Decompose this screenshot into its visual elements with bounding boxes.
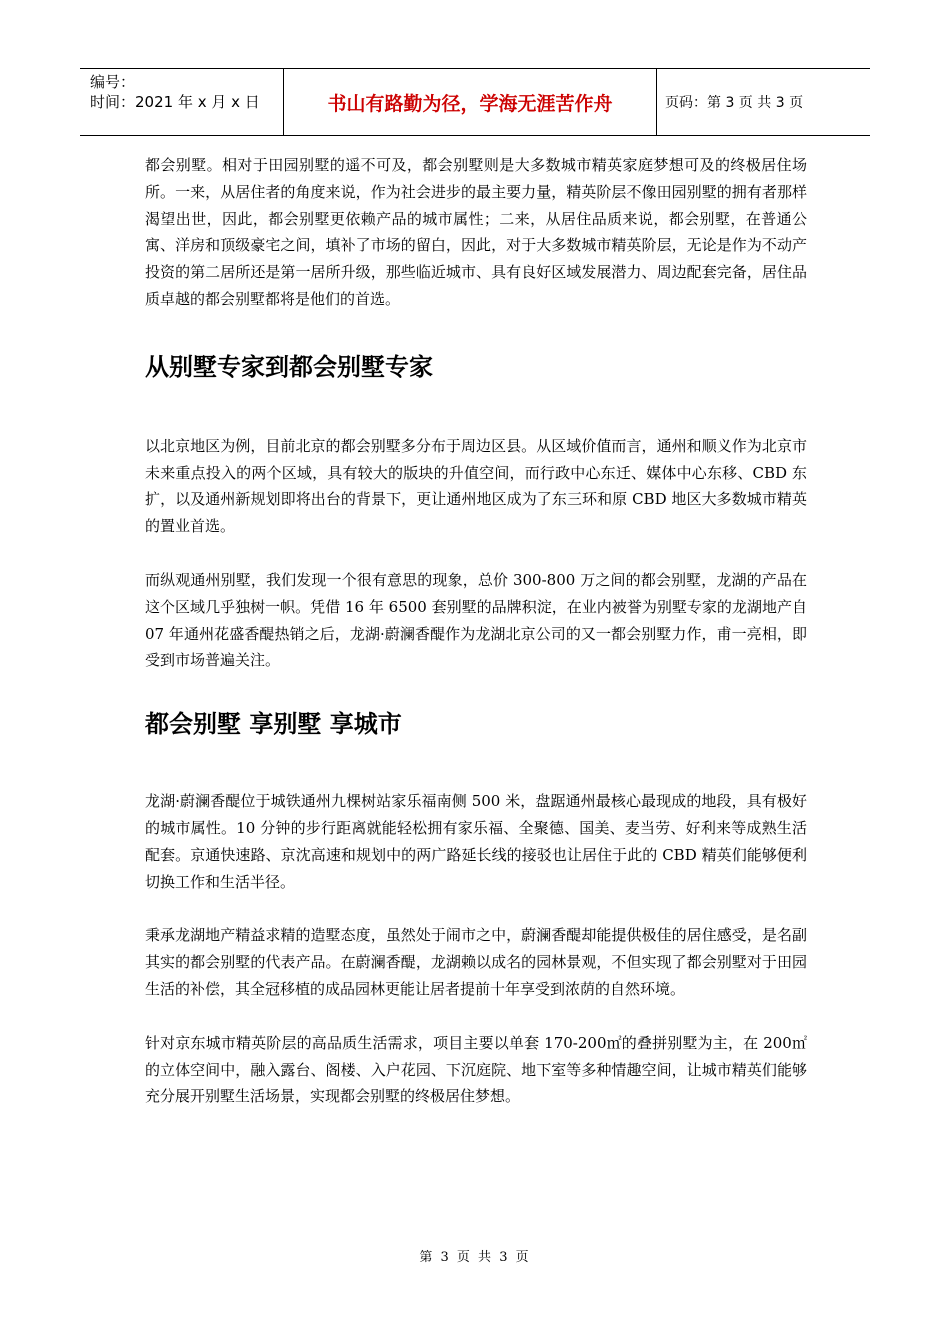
paragraph-3: 而纵观通州别墅，我们发现一个很有意思的现象，总价 300-800 万之间的都会别墅，龙湖的产品在这个区域几乎独树一帜。凭借 16 年 6500 套别墅的品牌积淀，在业内被誉为别墅专家的龙湖地产自 07 年通州花盛香醍热销之后，龙湖·蔚澜香醍作为龙湖北京公司的又一都会别墅力作，甫一亮相，即受到市场普遍关注。 xyxy=(145,570,807,670)
page-header xyxy=(80,68,870,136)
paragraph-6: 针对京东城市精英阶层的高品质生活需求，项目主要以单套 170-200㎡的叠拼别墅为主，在 200㎡的立体空间中，融入露台、阁楼、入户花园、下沉庭院、地下室等多种情趣空间，让城市精英们能够充分展开别墅生活场景，实现都会别墅的终极居住梦想。 xyxy=(145,1033,807,1106)
paragraph-2: 以北京地区为例，目前北京的都会别墅多分布于周边区县。从区域价值而言，通州和顺义作为北京市未来重点投入的两个区域，具有较大的版块的升值空间，而行政中心东迁、媒体中心东移、CBD 东扩，以及通州新规划即将出台的背景下，更让通州地区成为了东三环和原 CBD 地区大多数城市精英的置业首选。 xyxy=(145,436,807,536)
paragraph-5: 秉承龙湖地产精益求精的造墅态度，虽然处于闹市之中，蔚澜香醍却能提供极佳的居住感受，是名副其实的都会别墅的代表产品。在蔚澜香醍，龙湖赖以成名的园林景观，不但实现了都会别墅对于田园生活的补偿，其全冠移植的成品园林更能让居者提前十年享受到浓荫的自然环境。 xyxy=(145,926,807,998)
header-motto: 书山有路勤为径，学海无涯苦作舟 xyxy=(284,69,657,135)
section-heading-2: 都会别墅 享别墅 享城市 xyxy=(145,710,402,739)
header-page-number: 页码：第 3 页 共 3 页 xyxy=(665,95,804,111)
header-meta xyxy=(80,69,284,135)
section-heading-1: 从别墅专家到都会别墅专家 xyxy=(145,352,433,381)
paragraph-4: 龙湖·蔚澜香醍位于城铁通州九棵树站家乐福南侧 500 米，盘踞通州最核心最现成的地段，具有极好的城市属性。10 分钟的步行距离就能轻松拥有家乐福、全聚德、国美、麦当劳、好利来等成熟生活配套。京通快速路、京沈高速和规划中的两广路延长线的接驳也让居住于此的 CBD 精英们能够便利切换工作和生活半径。 xyxy=(145,792,807,891)
page-footer: 第 3 页 共 3 页 xyxy=(419,1250,531,1265)
date-label: 时间：2021 年 x 月 x 日 xyxy=(90,93,260,111)
paragraph-1: 都会别墅。相对于田园别墅的遥不可及，都会别墅则是大多数城市精英家庭梦想可及的终极居住场所。一来，从居住者的角度来说，作为社会进步的最主要力量，精英阶层不像田园别墅的拥有者那样渴望出世，因此，都会别墅更依赖产品的城市属性；二来，从居住品质来说，都会别墅，在普通公寓、洋房和顶级豪宅之间，填补了市场的留白，因此，对于大多数城市精英阶层，无论是作为不动产投资的第二居所还是第一居所升级，那些临近城市、具有良好区域发展潜力、周边配套完备，居住品质卓越的都会别墅都将是他们的首选。 xyxy=(145,156,807,308)
document-body xyxy=(145,152,807,1110)
serial-number-label: 编号： xyxy=(90,73,136,91)
